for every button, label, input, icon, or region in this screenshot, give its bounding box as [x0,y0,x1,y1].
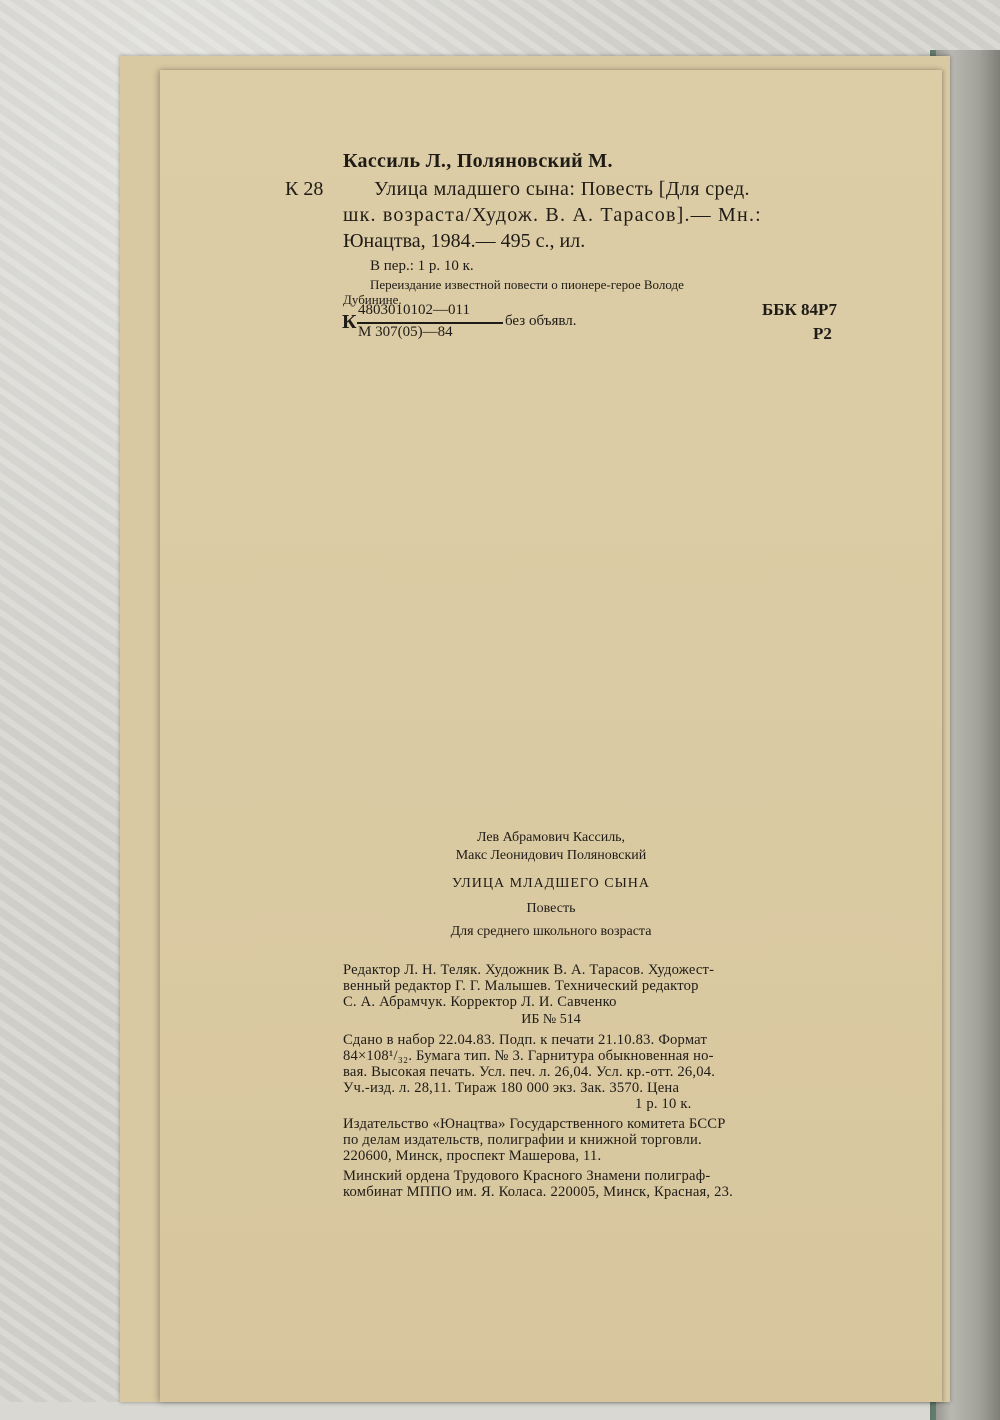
print-line3: вая. Высокая печать. Усл. печ. л. 26,04. Усл. кр.-отт. 26,04. [343,1064,716,1080]
editors-line1: Редактор Л. Н. Теляк. Художник В. А. Тарасов. Художест- [343,962,715,978]
card-annotation-line1: Переиздание известной повести о пионере-герое Володе [370,277,684,292]
card-index: К 28 [285,178,324,200]
colophon-title: УЛИЦА МЛАДШЕГО СЫНА [451,876,651,891]
card-desc-line2: шк. возраста/Худож. В. А. Тарасов].— Мн.: [343,204,762,226]
print-line1: Сдано в набор 22.04.83. Подп. к печати 21.10.83. Формат [343,1032,708,1048]
formula-prefix: К [342,311,357,333]
colophon-author2: Макс Леонидович Поляновский [455,848,647,863]
colophon-author1: Лев Абрамович Кассиль, [476,830,626,845]
editors-line2: венный редактор Г. Г. Малышев. Технический редактор [343,978,699,994]
print-line4: Уч.-изд. л. 28,11. Тираж 180 000 экз. Зак. 3570. Цена [343,1080,680,1096]
print-line2: 84×108¹/₃₂. Бумага тип. № 3. Гарнитура обыкновенная но- [343,1048,714,1064]
bbk-code: ББК 84Р7 [762,300,837,319]
print-line5: 1 р. 10 к. [635,1096,692,1112]
book-page [160,70,942,1402]
colophon-audience: Для среднего школьного возраста [450,924,652,939]
card-author: Кассиль Л., Поляновский М. [343,150,613,172]
formula-suffix: без объявл. [505,313,577,329]
bbk-sub: Р2 [813,324,832,343]
publisher-line1: Издательство «Юнацтва» Государственного комитета БССР [343,1116,726,1132]
publisher-line2: по делам издательств, полиграфии и книжной торговли. [343,1132,702,1148]
card-price: В пер.: 1 р. 10 к. [370,258,474,274]
card-desc-line1: Улица младшего сына: Повесть [Для сред. [374,178,750,200]
formula-numerator: 4803010102—011 [358,302,470,318]
publisher-line3: 220600, Минск, проспект Машерова, 11. [343,1148,602,1164]
ib-number: ИБ № 514 [521,1012,581,1027]
printer-line1: Минский ордена Трудового Красного Знамени полиграф- [343,1168,711,1184]
card-desc-line3: Юнацтва, 1984.— 495 с., ил. [343,230,586,252]
editors-line3: С. А. Абрамчук. Корректор Л. И. Савченко [343,994,617,1010]
printer-line2: комбинат МППО им. Я. Коласа. 220005, Минск, Красная, 23. [343,1184,733,1200]
colophon-genre: Повесть [526,901,576,916]
formula-denominator: М 307(05)—84 [358,324,453,340]
card-annotation-line2: Дубинине. [343,292,402,307]
